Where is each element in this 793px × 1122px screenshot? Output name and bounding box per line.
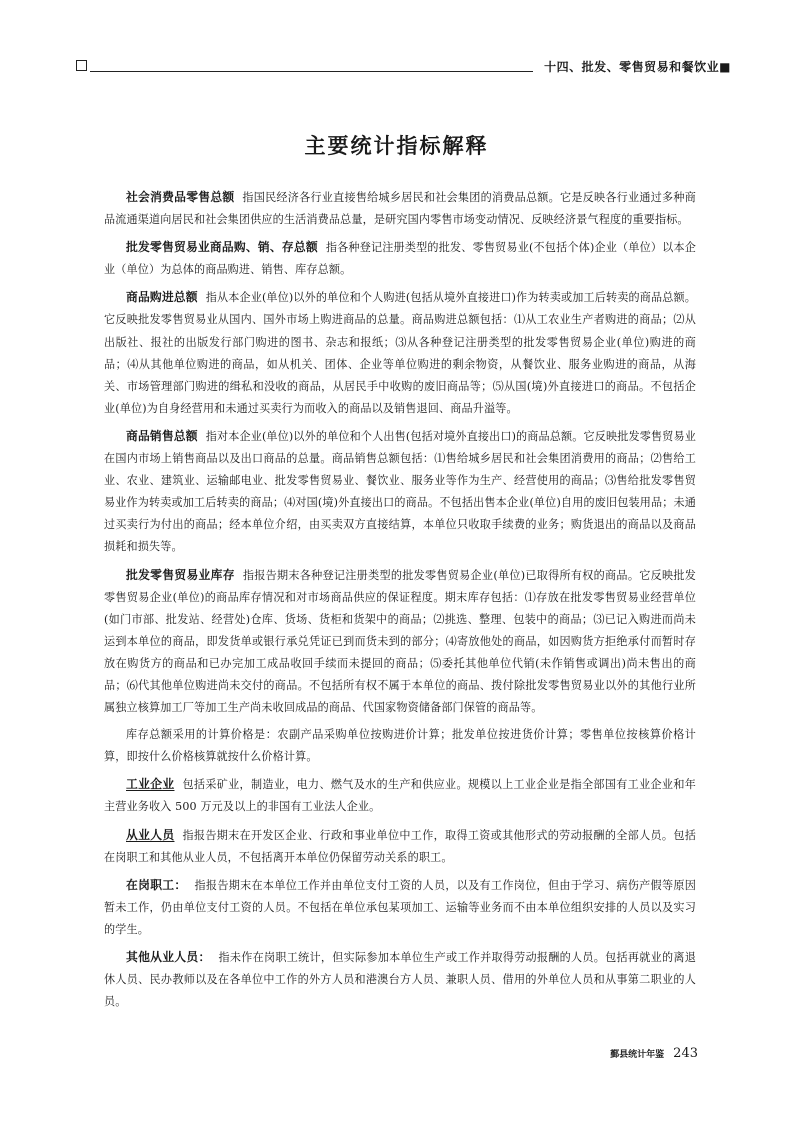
page-title: 主要统计指标解释 bbox=[304, 134, 489, 158]
running-header bbox=[76, 56, 731, 78]
definition-entry bbox=[104, 286, 696, 420]
definition-entry bbox=[104, 186, 696, 231]
definition-term: 批发零售贸易业商品购、销、存总额 bbox=[126, 240, 318, 255]
definition-entry bbox=[104, 425, 696, 559]
definition-text: 指各种登记注册类型的批发、零售贸易业(不包括个体)企业（单位）以本企业（单位）为总体的商品购进、销售、库存总额。 bbox=[104, 241, 697, 277]
page-footer bbox=[610, 1042, 698, 1061]
definition-text: 指未作在岗职工统计，但实际参加本单位生产或工作并取得劳动报酬的人员。包括再就业的离退休人员、民办教师以及在各单位中工作的外方人员和港澳台方人员、兼职人员、借用的外单位人员和从事第二职业的人员。 bbox=[104, 951, 696, 1009]
definition-term: 商品购进总额 bbox=[126, 290, 198, 305]
definition-text: 指对本企业(单位)以外的单位和个人出售(包括对境外直接出口)的商品总额。它反映批发零售贸易业在国内市场上销售商品以及出口商品的总量。商品销售总额包括：⑴售给城乡居民和社会集团消费用的商品；⑵售给工业、农业、建筑业、运输邮电业、批发零售贸易业、餐饮业、服务业等作为生产、经营使用的商品；⑶售给批发零售贸易业作为转卖或加工后转卖的商品；⑷对国(境)外直接出口的商品。不包括出售本企业(单位)自用的废旧包装用品；未通过买卖行为付出的商品；经本单位介绍，由买卖双方直接结算，本单位只收取手续费的业务；购货退出的商品以及商品损耗和损失等。 bbox=[104, 429, 696, 554]
definition-term: 工业企业 bbox=[126, 777, 175, 792]
section-title: 十四、批发、零售贸易和餐饮业■ bbox=[544, 60, 731, 74]
definition-term: 批发零售贸易业库存 bbox=[126, 567, 235, 582]
definition-entry bbox=[104, 564, 696, 720]
definition-text: 指国民经济各行业直接售给城乡居民和社会集团的消费品总额。它是反映各行业通过多种商品流通渠道向居民和社会集团供应的生活消费品总量，是研究国内零售市场变动情况、反映经济景气程度的重要指标。 bbox=[104, 191, 696, 227]
definition-entry bbox=[104, 874, 696, 941]
definition-text: 指报告期末在开发区企业、行政和事业单位中工作，取得工资或其他形式的劳动报酬的全部人员。包括在岗职工和其他从业人员，不包括离开本单位仍保留劳动关系的职工。 bbox=[104, 828, 696, 864]
definition-entry bbox=[104, 946, 696, 1013]
definition-term: 社会消费品零售总额 bbox=[126, 190, 235, 204]
definition-text: 库存总额采用的计算价格是：农副产品采购单位按购进价计算；批发单位按进货价计算；零售单位按核算价格计算，即按什么价格核算就按什么价格计算。 bbox=[104, 728, 696, 764]
definition-text: 指从本企业(单位)以外的单位和个人购进(包括从境外直接进口)作为转卖或加工后转卖的商品总额。它反映批发零售贸易业从国内、国外市场上购进商品的总量。商品购进总额包括：⑴从工农业生产者购进的商品；⑵从出版社、报社的出版发行部门购进的图书、杂志和报纸；⑶从各种登记注册类型的批发零售贸易企业(单位)购进的商品；⑷从其他单位购进的商品，如从机关、团体、企业等单位购进的剩余物资，从餐饮业、服务业购进的商品，从海关、市场管理部门购进的缉私和没收的商品，从居民手中收购的废旧商品等；⑸从国(境)外直接进口的商品。不包括企业(单位)为自身经营用和未通过买卖行为而收入的商品以及销售退回、商品升溢等。 bbox=[104, 291, 696, 415]
definitions-body bbox=[104, 186, 696, 1018]
definition-note bbox=[104, 724, 696, 768]
definition-entry bbox=[104, 824, 696, 869]
definition-entry bbox=[104, 773, 696, 818]
definition-entry bbox=[104, 236, 696, 281]
page-number: 243 bbox=[673, 1046, 698, 1061]
definition-term: 商品销售总额 bbox=[126, 428, 198, 443]
definition-term: 在岗职工： bbox=[126, 877, 187, 892]
footer-source: 鄞县统计年鉴 bbox=[610, 1050, 665, 1060]
definition-text: 指报告期末在本单位工作并由单位支付工资的人员，以及有工作岗位，但由于学习、病伤产假等原因暂未工作，仍由单位支付工资的人员。不包括在单位承包某项加工、运输等业务而不由本单位组织安排的人员以及实习的学生。 bbox=[104, 878, 696, 936]
definition-term: 其他从业人员： bbox=[126, 950, 211, 964]
header-rule bbox=[90, 71, 533, 72]
definition-text: 指报告期末各种登记注册类型的批发零售贸易企业(单位)已取得所有权的商品。它反映批发零售贸易企业(单位)的商品库存情况和对市场商品供应的保证程度。期末库存包括：⑴存放在批发零售贸易业经营单位(如门市部、批发站、经营处)仓库、货场、货柜和货架中的商品；⑵挑选、整理、包装中的商品；⑶已记入购进而尚未运到本单位的商品，即发货单或银行承兑凭证已到而货未到的部分；⑷寄放他处的商品，如因购货方拒绝承付而暂时存放在购货方的商品和已办完加工成品收回手续而未提回的商品；⑸委托其他单位代销(未作销售或调出)尚未售出的商品；⑹代其他单位购进尚未交付的商品。不包括所有权不属于本单位的商品、拨付除批发零售贸易业以外的其他行业所属独立核算加工厂等加工生产尚未收回成品的商品、代国家物资储备部门保管的商品等。 bbox=[104, 568, 696, 715]
definition-text: 包括采矿业，制造业，电力、燃气及水的生产和供应业。规模以上工业企业是指全部国有工业企业和年主营业务收入 500 万元及以上的非国有工业法人企业。 bbox=[104, 778, 696, 814]
definition-term: 从业人员 bbox=[126, 827, 175, 842]
header-square-icon bbox=[76, 60, 87, 71]
